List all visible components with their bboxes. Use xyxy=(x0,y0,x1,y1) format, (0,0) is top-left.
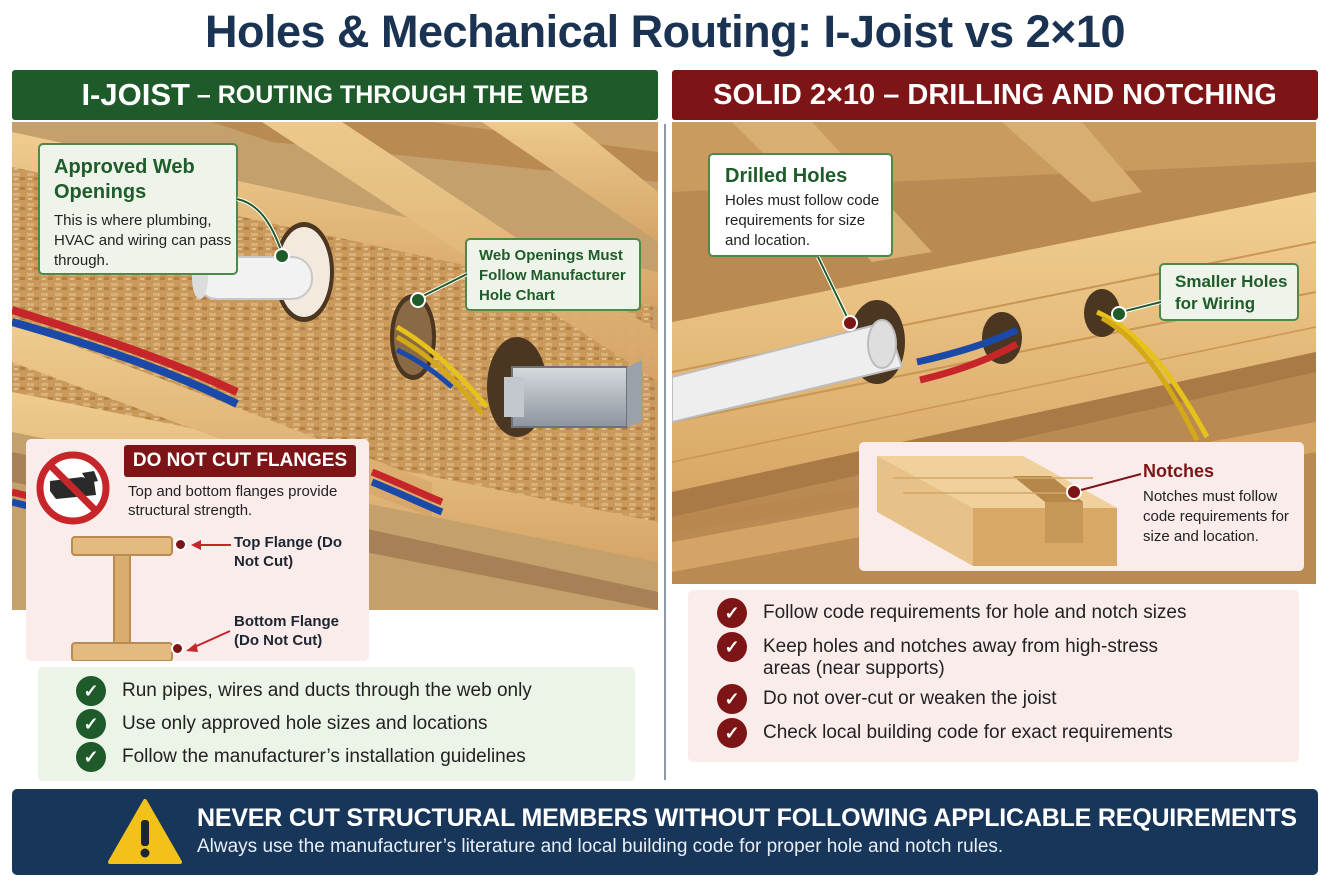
list-item xyxy=(76,742,526,772)
checklist-text: Do not over-cut or weaken the joist xyxy=(763,688,1057,709)
arrow-icon xyxy=(184,627,232,655)
do-not-cut-flanges-body: Top and bottom flanges provide structural strength. xyxy=(128,483,338,519)
smaller-holes-marker xyxy=(1111,306,1127,322)
no-cutting-icon xyxy=(36,451,110,525)
hole-chart-marker xyxy=(410,292,426,308)
notches-box xyxy=(859,442,1304,571)
top-flange-marker xyxy=(174,538,187,551)
bottom-flange-label: Bottom Flange (Do Not Cut) xyxy=(234,613,339,649)
solid-joist-header-text: SOLID 2×10 – DRILLING AND NOTCHING xyxy=(713,78,1277,111)
list-item xyxy=(76,676,532,706)
smaller-holes-title: Smaller Holes for Wiring xyxy=(1175,272,1288,313)
check-icon: ✓ xyxy=(76,742,106,772)
drilled-holes-callout xyxy=(708,153,893,257)
list-item xyxy=(76,709,487,739)
do-not-cut-flanges-title: DO NOT CUT FLANGES xyxy=(124,445,356,477)
list-item xyxy=(717,632,1203,680)
drilled-holes-body: Holes must follow code requirements for size and location. xyxy=(725,192,880,249)
top-flange-label: Top Flange (Do Not Cut) xyxy=(234,534,343,570)
page-title: Holes & Mechanical Routing: I-Joist vs 2×10 xyxy=(204,6,1125,57)
check-icon: ✓ xyxy=(717,718,747,748)
warning-title: NEVER CUT STRUCTURAL MEMBERS WITHOUT FOLLOWING APPLICABLE REQUIREMENTS xyxy=(197,804,1297,832)
checklist-text: Follow the manufacturer’s installation guidelines xyxy=(122,746,526,767)
approved-web-openings-title: Approved Web Openings xyxy=(54,156,195,203)
checklist-text: Check local building code for exact requirements xyxy=(763,722,1173,743)
notches-title: Notches xyxy=(1143,461,1215,481)
i-joist-header xyxy=(12,70,658,120)
solid-joist-checklist xyxy=(688,590,1299,762)
checklist-text: Keep holes and notches away from high-stress areas (near supports) xyxy=(763,636,1158,679)
drilled-holes-marker xyxy=(842,315,858,331)
checklist-text: Follow code requirements for hole and notch sizes xyxy=(763,602,1187,623)
warning-banner xyxy=(12,789,1318,875)
do-not-cut-flanges-box xyxy=(26,439,369,661)
check-icon: ✓ xyxy=(76,676,106,706)
i-joist-header-main: I-JOIST xyxy=(81,77,190,112)
i-joist-cross-section xyxy=(70,531,180,661)
check-icon: ✓ xyxy=(717,598,747,628)
checklist-text: Use only approved hole sizes and locations xyxy=(122,713,488,734)
check-icon: ✓ xyxy=(717,684,747,714)
list-item xyxy=(717,718,1173,748)
approved-web-openings-body: This is where plumbing, HVAC and wiring can pass through. xyxy=(54,212,232,269)
list-item xyxy=(717,598,1187,628)
smaller-holes-callout xyxy=(1159,263,1299,321)
notches-body: Notches must follow code requirements for size and location. xyxy=(1143,488,1289,545)
checklist-text: Run pipes, wires and ducts through the web only xyxy=(122,680,532,701)
approved-web-openings-marker xyxy=(274,248,290,264)
approved-web-openings-callout xyxy=(38,143,238,275)
arrow-icon xyxy=(189,535,233,555)
panel-divider xyxy=(664,124,666,780)
warning-body: Always use the manufacturer’s literature and local building code for proper hole and notch rules. xyxy=(197,836,1004,857)
hole-chart-callout xyxy=(465,238,641,311)
notched-lumber-illustration xyxy=(873,448,1123,566)
list-item xyxy=(717,684,1057,714)
warning-icon xyxy=(107,798,183,866)
solid-joist-header xyxy=(672,70,1318,120)
drilled-holes-title: Drilled Holes xyxy=(725,165,848,187)
bottom-flange-marker xyxy=(171,642,184,655)
i-joist-checklist xyxy=(38,667,635,781)
check-icon: ✓ xyxy=(717,632,747,662)
notches-leader xyxy=(1079,470,1145,494)
check-icon: ✓ xyxy=(76,709,106,739)
hole-chart-title: Web Openings Must Follow Manufacturer Hole Chart xyxy=(479,247,626,304)
i-joist-header-rest: – ROUTING THROUGH THE WEB xyxy=(189,80,589,109)
